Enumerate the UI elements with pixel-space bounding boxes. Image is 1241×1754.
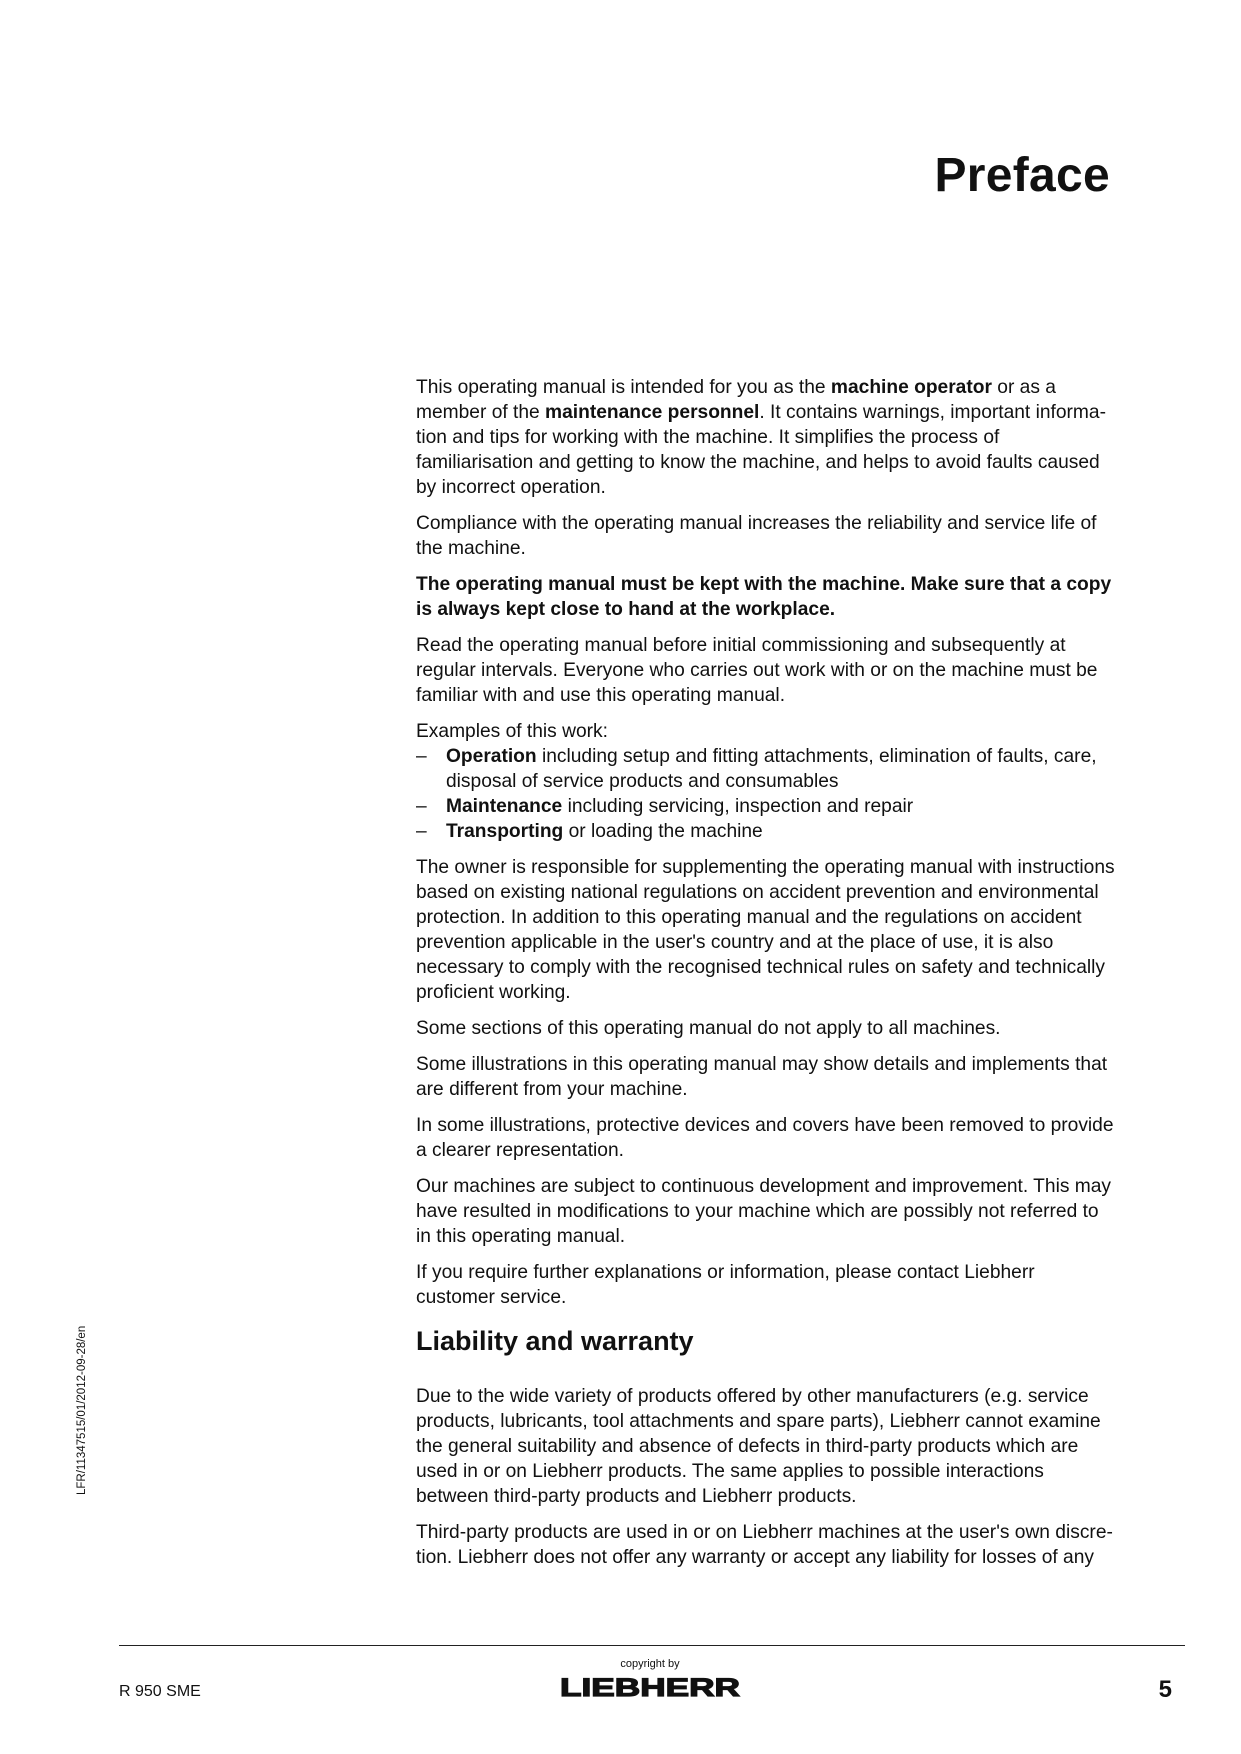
copyright-label: copyright by — [620, 1658, 680, 1670]
keep-manual-notice: The operating manual must be kept with the machine. Make sure that a copy is always kept close to hand at the workplace. — [416, 574, 1112, 620]
document-body — [416, 375, 1116, 1581]
contact-paragraph: If you require further explanations or information, please contact Liebherr customer service. — [416, 1262, 1035, 1308]
third-party-paragraph: Due to the wide variety of products offered by other manufacturers (e.g. service products, lubricants, tool attachments and spare parts), Liebherr cannot examine the general suitability and absence of defects in third-party products which are used in or on Liebherr products. The same applies to possible interactions between third-party products and Liebherr products. — [416, 1386, 1101, 1507]
discretion-paragraph: Third-party products are used in or on Liebherr machines at the user's own discretion. Liebherr does not offer any warranty or accept any liability for losses of any — [416, 1522, 1113, 1568]
dash-bullet: – — [416, 796, 427, 817]
document-code: LFR/11347515/01/2012-09-28/en — [76, 1325, 88, 1495]
dash-bullet: – — [416, 821, 427, 842]
page-title: Preface — [934, 149, 1110, 202]
footer-divider — [119, 1645, 1185, 1646]
page-number: 5 — [1158, 1676, 1172, 1703]
list-item: – Transporting or loading the machine — [416, 821, 763, 842]
section-heading: Liability and warranty — [416, 1326, 694, 1356]
intro-paragraph: This operating manual is intended for you as the machine operator or as a member of the maintenance personnel. It contains warnings, important information and tips for working with the machine. It simplifies the process of familiarisation and getting to know the machine, and helps to avoid faults caused by incorrect operation. — [416, 377, 1106, 498]
liebherr-logo — [557, 1672, 743, 1702]
development-paragraph: Our machines are subject to continuous development and improvement. This may have resulted in modifications to your machine which are possibly not referred to in this operating manual. — [416, 1176, 1112, 1247]
dash-bullet: – — [416, 746, 427, 767]
owner-responsibility-paragraph: The owner is responsible for supplementing the operating manual with instructions based on existing national regulations on accident prevention and environmental protection. In addition to this operating manual and the regulations on accident prevention applicable in the user's country and at the place of use, it is also necessary to comply with the recognised technical rules on safety and technically proficient working. — [416, 857, 1115, 1003]
logo-text: LIEBHERR — [560, 1674, 740, 1702]
list-item: – Operation including setup and fitting attachments, elimination of faults, care, disposal of service products and consumables — [416, 746, 1097, 792]
sections-paragraph: Some sections of this operating manual do not apply to all machines. — [416, 1018, 1001, 1039]
list-item: – Maintenance including servicing, inspection and repair — [416, 796, 914, 817]
read-manual-paragraph: Read the operating manual before initial commissioning and subsequently at regular intervals. Everyone who carries out work with or on the machine must be familiar with and use this operating manual. — [416, 635, 1098, 706]
examples-intro: Examples of this work: — [416, 721, 608, 742]
protective-devices-paragraph: In some illustrations, protective devices and covers have been removed to provide a clearer representation. — [416, 1115, 1114, 1161]
illustrations-paragraph: Some illustrations in this operating manual may show details and implements that are different from your machine. — [416, 1054, 1108, 1100]
bold-term: maintenance personnel — [545, 402, 760, 423]
bold-term: machine operator — [830, 377, 992, 398]
examples-list — [416, 744, 1116, 844]
model-name: R 950 SME — [119, 1683, 201, 1700]
compliance-paragraph: Compliance with the operating manual increases the reliability and service life of the machine. — [416, 513, 1097, 559]
